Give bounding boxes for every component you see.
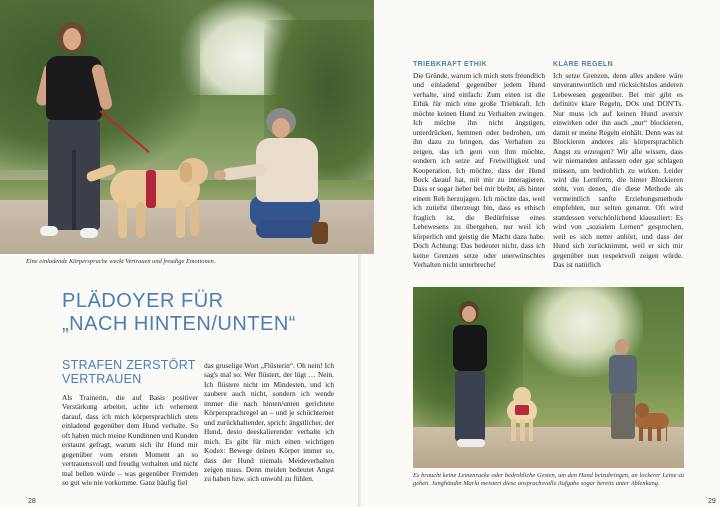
section-title-triebkraft: TRIEBKRAFT ETHIK [413,61,488,68]
photo-caption-greeting: Eine einladende Körpersprache weckt Vertrauen und freudige Emotionen. [26,258,216,265]
chapter-heading-line1: PLÄDOYER FÜR [62,290,224,312]
page-number-left: 28 [28,498,36,505]
subheading-line2: VERTRAUEN [62,372,142,386]
subheading-line1: STRAFEN ZERSTÖRT [62,358,196,372]
chapter-heading [62,290,296,336]
page-number-right: 29 [708,498,716,505]
photo-caption-leash: Es braucht keine Leinenrucke oder bedrohliche Gesten, um den Hund beizubringen, an lockerer Leine zu gehen. Junghündin Marla meistert diese anspruchsvolle Aufgabe sogar bereits unter Ablenkung. [413,472,684,488]
body-column-triebkraft: Die Gründe, warum ich mich stets freundlich und einladend gegenüber jedem Hund verhalte, sind einfach: Zum einen ist die Ethik für mich eine große Triebkraft. Ich möchte keinen Hund zu Verhalten zwingen. Ich möchte ihn nicht ängstigen, unterdrücken, hemmen oder bedrohen, um ihn dazu zu bringen, das Verhalten zu zeigen, das ich gern von ihm möchte, sondern ich setze auf Freiwilligkeit und Kooperation. Ich möchte, dass der Hund Bock darauf hat, mit mir zu interagieren. Dass er sogar lieber bei mir bleibt, als hinter einem Reh herzujagen. Ich möchte das, weil ich zutiefst überzeugt bin, dass es ethisch fraglich ist, die Bedürfnisse eines Lebewesens zu übergehen, nur weil ich körperlich und geistig die Macht dazu habe. Doch Achtung: Das bedeutet nicht, dass ich keine Grenzen setze oder unerwünschtes Verhalten nicht unterbreche! [413,71,545,270]
chapter-heading-line2: „NACH HINTEN/UNTEN“ [62,313,296,335]
section-subheading [62,358,196,386]
body-column-klare-regeln: Ich setze Grenzen, denn alles andere wäre unverantwortlich und rücksichtslos anderen Lebewesen gegenüber. Bei mir gibt es definitiv klare Regeln, DOs und DON'Ts. Nur muss ich auf keinen Hund aversiv einwirken oder ihn auch „nur“ blockieren, damit er meine Regeln einhält. Denn was ist Blockieren anderes als körpersprachlich Angst zu erzeugen? Wir alle wissen, dass wir niemanden anfassen oder gar schlagen müssen, um bedrohlich zu wirken. Leider wird die Lernform, die hinter Blockieren steht, von denen, die diese Methode als vermeintlich sanfte Erziehungsmethode empfehlen, nur selten genannt. Oft wird stattdessen verschönlichend klausuliert: Es wird von „sozialem Lernen“ gesprochen, weil es sich netter anhört, und dass der Hund sich zurücknimmt, weil er sich mir gegenüber nun respektvoll zeigen würde. Das ist natürlich [553,71,683,270]
photo-dog-greeting [0,0,374,254]
body-column-left-1: Als Trainerin, die auf Basis positiver Verstärkung arbeitet, achte ich vehement darauf, dass ich mich körpersprachlich stets einladend gegenüber dem Hund verhalte. So oft haben mich meine Kundinnen und Kunden erstaunt gefragt, warum sich ihr Hund mir gegenüber vom ersten Moment an so vertrauensvoll und freudig verhalten und nicht mal bellen würde – was gegenüber Fremden so gut wie nie vorkomme. Ganz häufig fiel [62,393,198,488]
body-column-left-2: das gruselige Wort „Flüsterin“. Oh nein! Ich sag's mal so: Wer flüstert, der lügt … Nein. Ich flüstere nicht im Mindesten, und ich zaubere auch nicht, sondern ich wende immer die nach hinten/unten gerichtete Körpersprachregel an – und je schüchterner und zurückhaltender, sprich: ängstlicher, der Hund, desto deeskalierender verhalte ich mich. Es gibt für mich einen wichtigen Kodex: Bewege deinen Körper immer so, dass der Hund niemals Meideverhalten zeigen muss. Denn meiden bedeutet Angst zu haben bzw. sich unwohl zu fühlen. [204,361,334,484]
section-title-klare-regeln: KLARE REGELN [553,61,614,68]
photo-loose-leash-walk [413,287,684,468]
